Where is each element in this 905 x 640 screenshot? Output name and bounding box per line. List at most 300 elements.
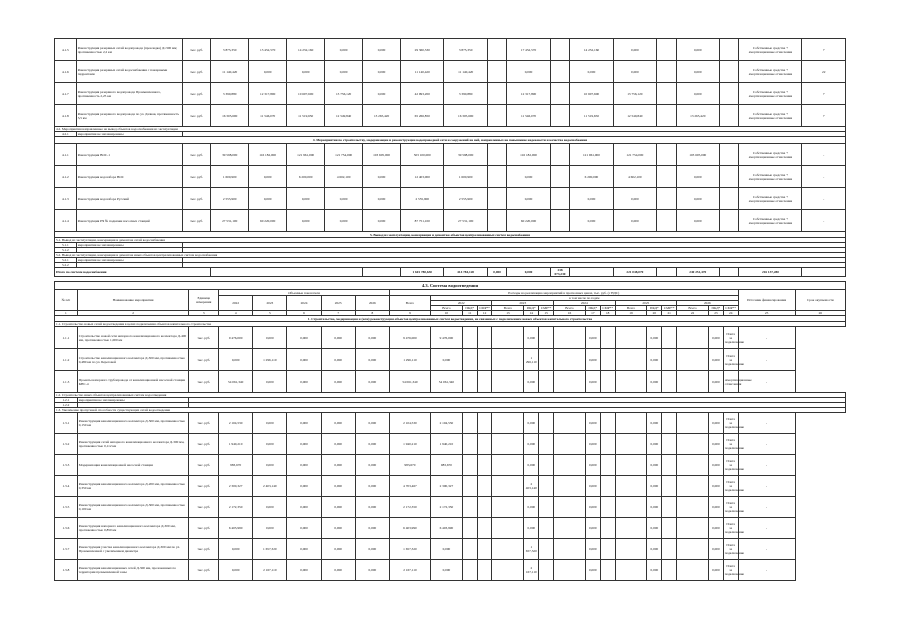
value-cell: 0,000 bbox=[253, 434, 287, 455]
value-cell bbox=[462, 371, 477, 393]
value-cell bbox=[487, 166, 507, 188]
unit-cell: тыс. руб. bbox=[189, 476, 219, 497]
payback-cell: - bbox=[738, 349, 795, 371]
funding-source: Плата за подключение bbox=[723, 349, 738, 371]
header-cell: 2026 bbox=[355, 296, 389, 311]
value-cell: 0,000 bbox=[287, 560, 321, 581]
value-cell bbox=[615, 349, 647, 371]
value-cell: 1 600,900 bbox=[444, 166, 487, 188]
value-cell: 42 993,200 bbox=[401, 83, 444, 105]
header-cell: 2025 bbox=[321, 296, 355, 311]
value-cell bbox=[492, 518, 524, 539]
value-cell: 39 598,000 bbox=[444, 144, 487, 166]
unit-cell: тыс. руб. bbox=[189, 413, 219, 434]
measure-name: Строительство новой сети напорного канализационного коллектора Д-400 мм, протяженностью 1,000 км bbox=[77, 327, 189, 349]
value-cell: 1 657,320 bbox=[253, 539, 287, 560]
value-cell bbox=[554, 371, 586, 393]
header-cell: СМР** bbox=[662, 306, 677, 311]
value-cell: 1 296,110 bbox=[524, 349, 539, 371]
value-cell: 0,000 bbox=[585, 560, 600, 581]
value-cell: 0,000 bbox=[287, 413, 321, 434]
payback-cell: - bbox=[802, 210, 846, 232]
value-cell bbox=[477, 539, 492, 560]
row-number: 4.1.5 bbox=[55, 39, 77, 61]
row-number: 1.3.2 bbox=[55, 434, 78, 455]
value-cell: 0,000 bbox=[647, 371, 662, 393]
measure-name: Модернизация канализационной насосной станции bbox=[77, 455, 189, 476]
funding-source: Плата за подключение bbox=[723, 413, 738, 434]
total-value bbox=[657, 268, 677, 277]
payback-cell: - bbox=[738, 455, 795, 476]
funding-source: Собственные средства + амортизационные отчисления bbox=[739, 105, 802, 127]
column-number: 22 bbox=[677, 311, 709, 316]
value-cell bbox=[539, 455, 554, 476]
value-cell bbox=[539, 371, 554, 393]
value-cell: 0,000 bbox=[708, 539, 723, 560]
value-cell: 2 403,140 bbox=[253, 476, 287, 497]
value-cell bbox=[615, 413, 647, 434]
header-cell: Всего bbox=[389, 296, 430, 311]
unit-cell: тыс. руб. bbox=[183, 188, 211, 210]
value-cell: 0,000 bbox=[708, 349, 723, 371]
row-number: 1.3.3 bbox=[55, 455, 78, 476]
header-cell: Всего bbox=[615, 306, 647, 311]
value-cell bbox=[719, 83, 739, 105]
value-cell: 983,670 bbox=[430, 455, 462, 476]
value-cell bbox=[600, 497, 615, 518]
value-cell: 0,000 bbox=[507, 166, 550, 188]
value-cell: 0,000 bbox=[585, 327, 600, 349]
value-cell: 0,000 bbox=[585, 539, 600, 560]
value-cell bbox=[662, 518, 677, 539]
value-cell: 0,000 bbox=[570, 210, 613, 232]
table-row bbox=[55, 560, 846, 581]
payback-cell: - bbox=[738, 497, 795, 518]
value-cell bbox=[615, 539, 647, 560]
value-cell bbox=[462, 413, 477, 434]
value-cell: 0,000 bbox=[287, 327, 321, 349]
column-number: 5 bbox=[253, 311, 287, 316]
unit-cell: тыс. руб. bbox=[189, 371, 219, 393]
value-cell bbox=[550, 39, 570, 61]
value-cell: 1 296,110 bbox=[253, 349, 287, 371]
value-cell: 0,000 bbox=[647, 497, 662, 518]
row-number: 1.2.2 bbox=[55, 403, 78, 408]
payback-cell: 7 bbox=[802, 105, 846, 127]
value-cell: 0,000 bbox=[613, 210, 656, 232]
total-value: 238 073,230 bbox=[550, 268, 570, 277]
value-cell bbox=[600, 327, 615, 349]
unit-cell: тыс. руб. bbox=[189, 539, 219, 560]
value-cell: 17 452,570 bbox=[507, 39, 550, 61]
row-number: 1.1.3 bbox=[55, 371, 78, 393]
value-cell: 4 602,100 bbox=[613, 166, 656, 188]
table-row bbox=[55, 39, 846, 61]
value-cell bbox=[550, 210, 570, 232]
measure-name: Реконструкция канализационного коллектора Д-200 мм, протяженностью 0,350 км bbox=[77, 476, 189, 497]
table-row bbox=[55, 327, 846, 349]
value-cell: 11 519,650 bbox=[570, 105, 613, 127]
value-cell bbox=[677, 539, 709, 560]
funding-source: Плата за подключение bbox=[723, 497, 738, 518]
value-cell: 1 940,210 bbox=[430, 434, 462, 455]
value-cell: 0,000 bbox=[647, 476, 662, 497]
column-number: 20 bbox=[647, 311, 662, 316]
value-cell: 0,000 bbox=[287, 188, 325, 210]
value-cell: 0,000 bbox=[355, 560, 389, 581]
value-cell: 0,000 bbox=[708, 434, 723, 455]
value-cell: 0,000 bbox=[287, 518, 321, 539]
payback-cell: 7 bbox=[802, 39, 846, 61]
row-number: 5.2.2 bbox=[55, 263, 77, 268]
value-cell: 0,000 bbox=[613, 188, 656, 210]
value-cell bbox=[539, 476, 554, 497]
value-cell bbox=[615, 327, 647, 349]
value-cell bbox=[615, 434, 647, 455]
value-cell bbox=[550, 188, 570, 210]
unit-cell: тыс. руб. bbox=[183, 61, 211, 83]
unit-cell: тыс. руб. bbox=[183, 39, 211, 61]
header-cell: ПКД* bbox=[585, 306, 600, 311]
payback-cell: - bbox=[802, 188, 846, 210]
value-cell bbox=[477, 560, 492, 581]
value-cell: 13 265,420 bbox=[676, 105, 719, 127]
value-cell: 0,000 bbox=[585, 497, 600, 518]
value-cell: 27 531,100 bbox=[444, 210, 487, 232]
value-cell bbox=[554, 349, 586, 371]
value-cell bbox=[677, 371, 709, 393]
value-cell: 0,000 bbox=[253, 518, 287, 539]
value-cell bbox=[677, 476, 709, 497]
table-row bbox=[55, 539, 846, 560]
value-cell bbox=[492, 327, 524, 349]
measure-name: мероприятия не запланированы bbox=[76, 243, 182, 248]
table-row bbox=[55, 83, 846, 105]
header-cell: СМР** bbox=[723, 306, 738, 311]
value-cell: 65 266,850 bbox=[401, 105, 444, 127]
value-cell bbox=[550, 105, 570, 127]
value-cell bbox=[662, 349, 677, 371]
value-cell: 0,000 bbox=[585, 371, 600, 393]
header-cell: Всего bbox=[492, 306, 524, 311]
value-cell bbox=[657, 105, 677, 127]
value-cell: 0,000 bbox=[524, 434, 539, 455]
value-cell: 0,000 bbox=[524, 371, 539, 393]
value-cell: 103 605,000 bbox=[363, 144, 401, 166]
header-cell: 2023 bbox=[492, 301, 554, 306]
table-row bbox=[55, 105, 846, 127]
measure-name: Реконструкция напорного канализационного коллектора Д-300 мм, протяженностью 0,850 км bbox=[77, 518, 189, 539]
value-cell bbox=[539, 327, 554, 349]
value-cell bbox=[492, 371, 524, 393]
value-cell: 11 519,650 bbox=[287, 105, 325, 127]
value-cell bbox=[550, 61, 570, 83]
table-row bbox=[55, 455, 846, 476]
value-cell: 16 305,690 bbox=[211, 105, 249, 127]
value-cell bbox=[477, 371, 492, 393]
value-cell: 39 598,000 bbox=[211, 144, 249, 166]
measure-name: Реконструкция резервных сетей водоснабжения с пожарными гидрантами bbox=[76, 61, 182, 83]
funding-source: Собственные средства + амортизационные отчисления bbox=[739, 144, 802, 166]
value-cell: 9 476,000 bbox=[219, 327, 253, 349]
value-cell: 0,000 bbox=[253, 413, 287, 434]
value-cell bbox=[662, 413, 677, 434]
value-cell: 0,000 bbox=[253, 497, 287, 518]
value-cell: 0,000 bbox=[708, 518, 723, 539]
value-cell: 0,000 bbox=[287, 434, 321, 455]
value-cell bbox=[719, 39, 739, 61]
value-cell: 0,000 bbox=[321, 518, 355, 539]
value-cell bbox=[462, 476, 477, 497]
value-cell: 0,000 bbox=[676, 61, 719, 83]
header-cell: 2022 bbox=[219, 296, 253, 311]
value-cell: 2 300,327 bbox=[219, 476, 253, 497]
value-cell: 0,000 bbox=[355, 497, 389, 518]
measure-name: Проекты напорного трубопровода от канализационной насосной станции КНС-4 bbox=[77, 371, 189, 393]
value-cell: 0,000 bbox=[325, 61, 363, 83]
value-cell: 10 607,600 bbox=[570, 83, 613, 105]
total-value: 221 048,070 bbox=[613, 268, 656, 277]
value-cell bbox=[600, 560, 615, 581]
value-cell: 12 317,890 bbox=[507, 83, 550, 105]
value-cell: 0,000 bbox=[287, 61, 325, 83]
table-row bbox=[55, 349, 846, 371]
value-cell: 1 657,320 bbox=[524, 539, 539, 560]
funding-source: Собственные средства + амортизационные отчисления bbox=[739, 166, 802, 188]
row-number: 1.2.1 bbox=[55, 398, 78, 403]
value-cell bbox=[600, 539, 615, 560]
value-cell bbox=[492, 434, 524, 455]
value-cell: 0,000 bbox=[321, 327, 355, 349]
total-value: 414 784,120 bbox=[444, 268, 487, 277]
value-cell: 3 875,350 bbox=[211, 39, 249, 61]
value-cell bbox=[657, 83, 677, 105]
payback-cell: - bbox=[802, 144, 846, 166]
column-number: 8 bbox=[355, 311, 389, 316]
value-cell: 11 140,420 bbox=[444, 61, 487, 83]
value-cell bbox=[539, 434, 554, 455]
value-cell: 12 317,890 bbox=[249, 83, 287, 105]
unit-cell: тыс. руб. bbox=[189, 455, 219, 476]
value-cell: 9 476,000 bbox=[389, 327, 430, 349]
value-cell: 2 172,350 bbox=[219, 497, 253, 518]
value-cell: 0,000 bbox=[363, 188, 401, 210]
value-cell: 12 549,840 bbox=[325, 105, 363, 127]
total-value: 216 137,280 bbox=[739, 268, 802, 277]
value-cell: 0,000 bbox=[219, 539, 253, 560]
value-cell: 0,000 bbox=[585, 349, 600, 371]
value-cell: 0,000 bbox=[325, 188, 363, 210]
unit-cell: тыс. руб. bbox=[183, 144, 211, 166]
value-cell bbox=[554, 476, 586, 497]
unit-cell: тыс. руб. bbox=[183, 83, 211, 105]
subsection-heading: 1.3. Увеличение пропускной способности существующих сетей водоотведения bbox=[55, 408, 846, 413]
value-cell bbox=[487, 83, 507, 105]
table-row bbox=[55, 434, 846, 455]
sewerage-table bbox=[54, 281, 846, 581]
value-cell bbox=[662, 560, 677, 581]
value-cell: 0,000 bbox=[647, 349, 662, 371]
measure-name: Реконструкция водозабора ВОС bbox=[76, 166, 182, 188]
value-cell: 0,000 bbox=[219, 560, 253, 581]
funding-source: Собственные средства + амортизационные отчисления bbox=[739, 39, 802, 61]
value-cell: 2 555,900 bbox=[401, 188, 444, 210]
value-cell bbox=[539, 497, 554, 518]
value-cell: 0,000 bbox=[430, 539, 462, 560]
value-cell: 14 232,160 bbox=[570, 39, 613, 61]
table-row bbox=[55, 210, 846, 232]
value-cell: 1 600,900 bbox=[211, 166, 249, 188]
value-cell: 13 756,120 bbox=[325, 83, 363, 105]
subsection-heading: 4.2. Мероприятия направленные на вывод объектов водоснабжения из эксплуатации bbox=[55, 127, 846, 132]
column-number: 6 bbox=[287, 311, 321, 316]
value-cell bbox=[487, 188, 507, 210]
row-number: 4.1.8 bbox=[55, 105, 77, 127]
value-cell: 0,000 bbox=[647, 327, 662, 349]
value-cell bbox=[492, 560, 524, 581]
row-number: 1.3.8 bbox=[55, 560, 78, 581]
value-cell: 3 390,880 bbox=[211, 83, 249, 105]
value-cell: 121 754,000 bbox=[613, 144, 656, 166]
row-number: 4.1.4 bbox=[55, 210, 77, 232]
value-cell: 2 300,327 bbox=[430, 476, 462, 497]
value-cell bbox=[477, 413, 492, 434]
value-cell: 0,000 bbox=[355, 327, 389, 349]
measure-name: мероприятия не запланированы bbox=[76, 132, 182, 137]
measure-name: Реконструкция водозабора Русский bbox=[76, 188, 182, 210]
row-number: 4.1.1 bbox=[55, 144, 77, 166]
table-row bbox=[55, 476, 846, 497]
row-number: 1.1.1 bbox=[55, 327, 78, 349]
value-cell: 0,000 bbox=[708, 560, 723, 581]
unit-cell: тыс. руб. bbox=[189, 497, 219, 518]
column-number: 24 bbox=[723, 311, 738, 316]
header-cell: Расходы на реализацию мероприятий в прогнозных ценах, тыс. руб. (с НДС) bbox=[389, 290, 738, 296]
value-cell: 0,000 bbox=[321, 539, 355, 560]
table-cell bbox=[363, 268, 401, 277]
value-cell: 0,000 bbox=[613, 61, 656, 83]
column-number: 3 bbox=[189, 311, 219, 316]
value-cell bbox=[600, 455, 615, 476]
value-cell: 4 602,100 bbox=[325, 166, 363, 188]
header-cell: 2026 bbox=[677, 301, 739, 306]
unit-cell: тыс. руб. bbox=[183, 105, 211, 127]
value-cell: 0,000 bbox=[355, 434, 389, 455]
funding-source: Амортизационные отчисления bbox=[723, 371, 738, 393]
value-cell: 0,000 bbox=[355, 518, 389, 539]
value-cell bbox=[657, 144, 677, 166]
value-cell bbox=[492, 413, 524, 434]
value-cell bbox=[677, 349, 709, 371]
value-cell: 9 476,000 bbox=[430, 327, 462, 349]
value-cell bbox=[554, 539, 586, 560]
column-number: 26 bbox=[795, 311, 845, 316]
value-cell bbox=[492, 476, 524, 497]
value-cell: 0,000 bbox=[507, 61, 550, 83]
document-page bbox=[54, 38, 846, 630]
value-cell bbox=[492, 497, 524, 518]
value-cell bbox=[615, 560, 647, 581]
value-cell: 103 605,000 bbox=[676, 144, 719, 166]
value-cell: 2 167,110 bbox=[389, 560, 430, 581]
value-cell: 6 200,000 bbox=[570, 166, 613, 188]
value-cell: 0,000 bbox=[524, 413, 539, 434]
value-cell: 0,000 bbox=[676, 166, 719, 188]
header-cell: ПКД* bbox=[524, 306, 539, 311]
column-number: 23 bbox=[708, 311, 723, 316]
value-cell: 0,000 bbox=[355, 349, 389, 371]
table-cell bbox=[802, 268, 846, 277]
measure-name: Строительство канализационного коллектора Д-300 мм, протяженностью 0,480 км по ул. Береговой bbox=[77, 349, 189, 371]
payback-cell: - bbox=[738, 327, 795, 349]
funding-source: Плата за подключение bbox=[723, 455, 738, 476]
funding-source: Плата за подключение bbox=[723, 434, 738, 455]
value-cell bbox=[615, 497, 647, 518]
value-cell: 60 220,000 bbox=[507, 210, 550, 232]
value-cell: 11 140,420 bbox=[211, 61, 249, 83]
subsection-heading: 5.1. Вывод из эксплуатации, консервация и демонтаж сетей водоснабжения bbox=[55, 238, 846, 243]
header-cell: Источник финансирования bbox=[738, 290, 795, 311]
measure-name: Реконструкция канализационного коллектора Д-500 мм, протяженностью 0,150 км bbox=[77, 413, 189, 434]
value-cell: 0,000 bbox=[507, 188, 550, 210]
measure-name: мероприятия не запланированы bbox=[76, 258, 182, 263]
header-cell: № п/п bbox=[55, 290, 78, 311]
value-cell: 0,000 bbox=[321, 476, 355, 497]
value-cell: 2 167,110 bbox=[253, 560, 287, 581]
value-cell bbox=[719, 188, 739, 210]
value-cell: 0,000 bbox=[676, 210, 719, 232]
value-cell: 0,000 bbox=[708, 476, 723, 497]
value-cell: 13 756,120 bbox=[613, 83, 656, 105]
value-cell bbox=[677, 327, 709, 349]
payback-cell: - bbox=[738, 539, 795, 560]
header-cell: ПКД* bbox=[647, 306, 662, 311]
value-cell: 2 104,530 bbox=[389, 413, 430, 434]
value-cell bbox=[462, 349, 477, 371]
value-cell bbox=[492, 455, 524, 476]
header-cell: Единица измерения bbox=[189, 290, 219, 311]
value-cell: 121 754,000 bbox=[325, 144, 363, 166]
value-cell: 2 172,350 bbox=[389, 497, 430, 518]
value-cell bbox=[662, 476, 677, 497]
subsection-heading: 1.1. Строительство новых сетей водоотведения в целях подключения объектов капитального строительства bbox=[55, 322, 846, 327]
header-cell: Наименование мероприятия bbox=[77, 290, 189, 311]
table-row bbox=[55, 144, 846, 166]
value-cell bbox=[600, 476, 615, 497]
value-cell: 0,000 bbox=[355, 455, 389, 476]
value-cell: 2 555,900 bbox=[211, 188, 249, 210]
value-cell: 983,670 bbox=[389, 455, 430, 476]
value-cell bbox=[550, 144, 570, 166]
value-cell: 0,000 bbox=[321, 434, 355, 455]
value-cell bbox=[477, 455, 492, 476]
subsection-heading: 5.2. Вывод из эксплуатации, консервация и демонтаж иных объектов централизованных систем водоснабжения bbox=[55, 253, 846, 258]
value-cell: 0,000 bbox=[524, 327, 539, 349]
measure-name: мероприятия не запланированы bbox=[77, 398, 189, 403]
value-cell bbox=[462, 327, 477, 349]
value-cell: 0,000 bbox=[287, 210, 325, 232]
value-cell: 12 549,840 bbox=[613, 105, 656, 127]
value-cell bbox=[600, 518, 615, 539]
row-number: 1.3.5 bbox=[55, 497, 78, 518]
value-cell bbox=[677, 455, 709, 476]
section-heading: 4. Мероприятия по строительству, модернизации и реконструкции водопроводной сети и сооружений на ней, направленных на повышение надежности и качества водоснабжения bbox=[55, 137, 846, 144]
value-cell bbox=[615, 518, 647, 539]
total-value: 0,000 bbox=[507, 268, 550, 277]
value-cell: 0,000 bbox=[249, 166, 287, 188]
funding-source: Плата за подключение bbox=[723, 560, 738, 581]
column-number: 7 bbox=[321, 311, 355, 316]
